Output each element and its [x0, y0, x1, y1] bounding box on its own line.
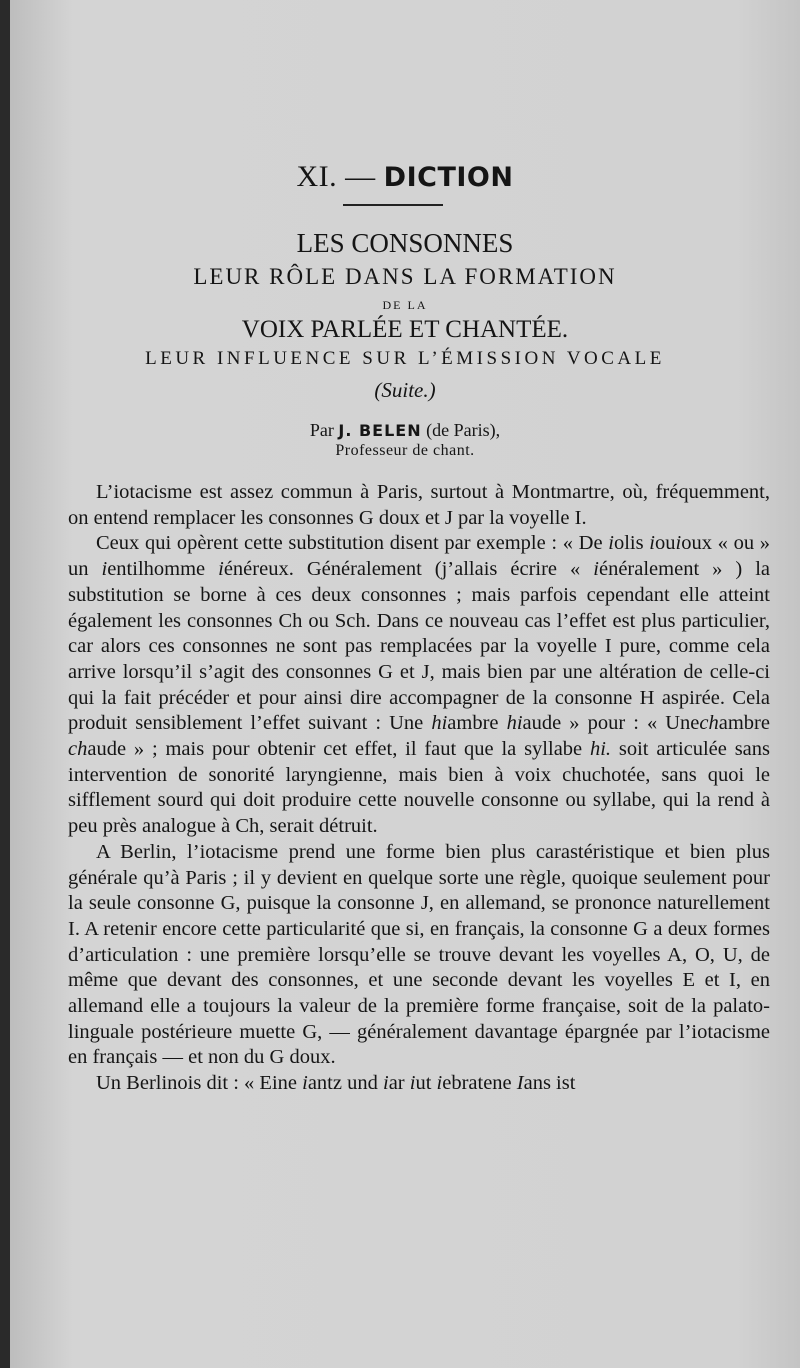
- author-name: J. BELEN: [338, 421, 422, 440]
- text-segment: ebratene: [442, 1072, 517, 1095]
- text-segment: ans ist: [523, 1072, 576, 1095]
- text-segment: A Berlin, l’iotacisme prend une forme bien plus carastéristique et bien plus générale qu’à Paris ; il y devient en quelque sorte une règle, quoique seulement pour la seule consonne G, puisque la consonne J, en allemand, se prononce naturellement I. A retenir encore cette particularité que si, en français, la consonne G a deux formes d’articulation : une première lorsqu’elle se trouve devant les voyelles A, O, U, de même que devant des consonnes, et une seconde devant les voyelles E et I, en allemand elle a toujours la valeur de la première forme française, soit de la palato-linguale postérieure muette G, — généralement davantage épargnée par l’iotacisme en français — et non du G doux.: [68, 840, 770, 1069]
- document-page: [10, 0, 800, 1368]
- italic-text-segment: hi: [431, 712, 448, 735]
- article-subtitle-line-2: DE LA: [382, 298, 428, 312]
- article-subtitle-line-4: LEUR INFLUENCE SUR L’ÉMISSION VOCALE: [145, 348, 665, 369]
- italic-text-segment: i: [593, 558, 599, 581]
- section-title: [10, 160, 800, 194]
- text-segment: ambre: [718, 712, 770, 735]
- text-segment: Ceux qui opèrent cette substitution disent par exemple : « De: [96, 532, 609, 555]
- text-segment: entilhomme: [107, 558, 219, 581]
- italic-text-segment: ch: [699, 712, 719, 735]
- text-segment: ar: [388, 1072, 410, 1095]
- text-segment: aude » pour : « Une: [522, 712, 700, 735]
- title-rule: [343, 204, 443, 206]
- text-segment: ou: [655, 532, 676, 555]
- italic-text-segment: hi: [506, 712, 523, 735]
- author-prefix: Par: [309, 420, 339, 440]
- article-subtitle-line-3: VOIX PARLÉE ET CHANTÉE.: [241, 316, 569, 343]
- article-continuation-note: (Suite.): [374, 378, 436, 402]
- text-segment: olis: [613, 532, 650, 555]
- text-segment: aude » ; mais pour obtenir cet effet, il faut que la syllabe: [87, 738, 590, 761]
- body-paragraph: [68, 531, 770, 839]
- italic-text-segment: i: [649, 532, 655, 555]
- article-body: [68, 480, 770, 1097]
- body-paragraph: [68, 1071, 770, 1097]
- body-paragraph: [68, 480, 770, 531]
- author-byline: [10, 420, 800, 441]
- italic-text-segment: I: [516, 1072, 524, 1095]
- text-segment: L’iotacisme est assez commun à Paris, surtout à Montmartre, où, fréquemment, on entend remplacer les consonnes G doux et J par la voyelle I.: [68, 481, 770, 529]
- italic-text-segment: ch: [68, 738, 88, 761]
- italic-text-segment: i: [382, 1072, 389, 1095]
- italic-text-segment: i: [101, 558, 108, 581]
- italic-text-segment: i: [675, 532, 682, 555]
- text-segment: oux « ou » un: [68, 532, 771, 581]
- article-subtitle-line-1: LEUR RÔLE DANS LA FORMATION: [193, 264, 617, 289]
- text-segment: énéralement » ) la substitution se borne à ces deux consonnes ; mais parfois cependant elle atteint également les consonnes Ch ou Sch. Dans ce nouveau cas l’effet est plus particulier, car alors ces consonnes ne sont pas remplacées par la voyelle I pure, comme cela arrive lorsqu’il s’agit des consonnes G et J, mais bien par une altération de celle-ci qui la fait précéder et pour ainsi dire accompagner de la consonne H aspirée. Cela produit sensiblement l’effet suivant : Une: [68, 558, 770, 735]
- author-role: Professeur de chant.: [335, 442, 475, 459]
- italic-text-segment: i: [409, 1072, 416, 1095]
- text-segment: ut: [415, 1072, 437, 1095]
- text-segment: ambre: [447, 712, 507, 735]
- italic-text-segment: i: [608, 532, 614, 555]
- article-title: LES CONSONNES: [296, 228, 514, 258]
- text-segment: soit articulée sans intervention de sonorité laryngienne, mais bien à voix chuchotée, sans quoi le sifflement sourd qui doit produire cette nouvelle consonne ou syllabe, qui la rend à peu près analogue à Ch, serait détruit.: [68, 738, 771, 838]
- text-segment: Un Berlinois dit : « Eine: [96, 1072, 303, 1095]
- italic-text-segment: i: [436, 1072, 443, 1095]
- author-location: (de Paris),: [421, 420, 501, 440]
- body-paragraph: [68, 840, 770, 1071]
- italic-text-segment: i: [302, 1072, 308, 1095]
- italic-text-segment: hi.: [589, 738, 612, 761]
- section-number: XI. —: [296, 160, 384, 193]
- italic-text-segment: i: [218, 558, 224, 581]
- text-segment: énéreux. Généralement (j’allais écrire «: [223, 558, 594, 581]
- text-segment: antz und: [307, 1072, 383, 1095]
- section-name: DICTION: [383, 162, 514, 193]
